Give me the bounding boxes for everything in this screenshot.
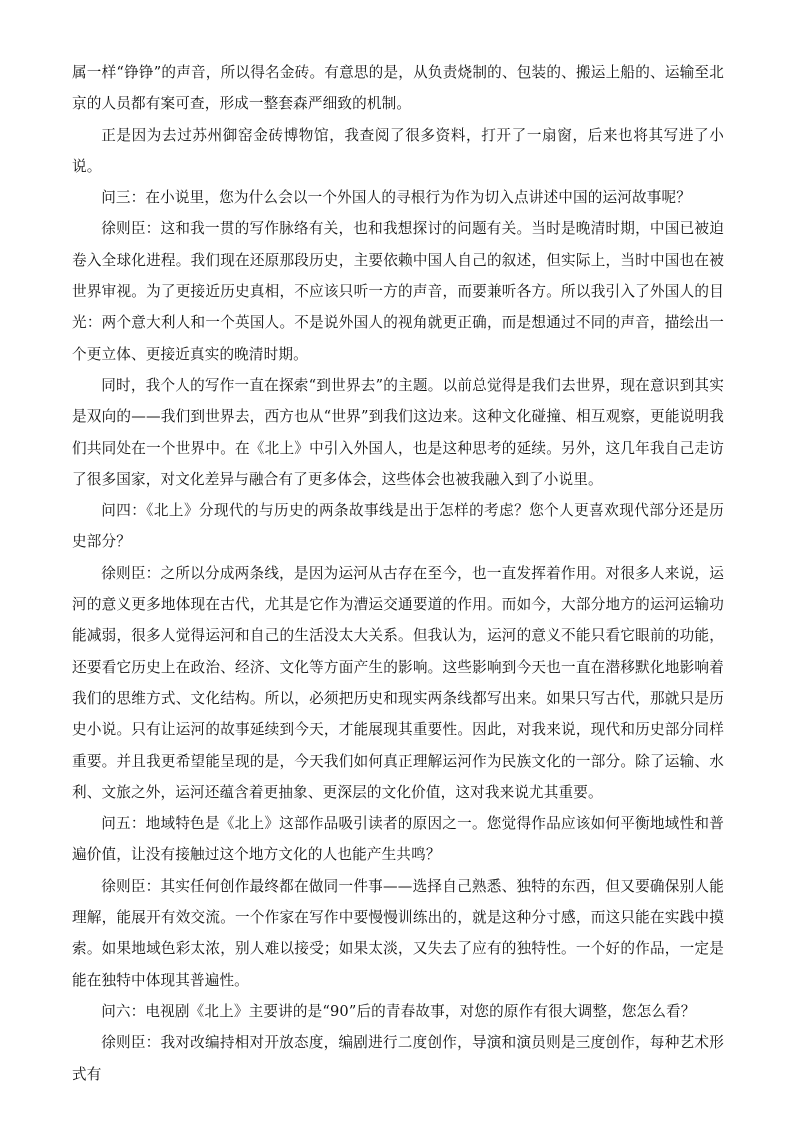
answer-5: 徐则臣：其实任何创作最终都在做同一件事——选择自己熟悉、独特的东西，但又要确保别人能理解，能展开有效交流。一个作家在写作中要慢慢训练出的，就是这种分寸感，而这只能在实践中摸索。如果地域色彩太浓，别人难以接受；如果太淡，又失去了应有的独特性。一个好的作品，一定是能在独特中体现其普遍性。 — [72, 877, 724, 989]
answer-3-part-2: 同时，我个人的写作一直在探索“到世界去”的主题。以前总觉得是我们去世界，现在意识到其实是双向的——我们到世界去，西方也从“世界”到我们这边来。这种文化碰撞、相互观察，更能说明我们共同处在一个世界中。在《北上》中引入外国人，也是这种思考的延续。另外，这几年我自己走访了很多国家，对文化差异与融合有了更多体会，这些体会也被我融入到了小说里。 — [72, 376, 724, 488]
paragraph-2: 正是因为去过苏州御窑金砖博物馆，我查阅了很多资料，打开了一扇窗，后来也将其写进了小说。 — [72, 126, 724, 175]
document-page — [72, 57, 724, 1090]
question-4: 问四：《北上》分现代的与历史的两条故事线是出于怎样的考虑？您个人更喜欢现代部分还是历史部分？ — [72, 502, 724, 551]
paragraph-1: 属一样“铮铮”的声音，所以得名金砖。有意思的是，从负责烧制的、包装的、搬运上船的、运输至北京的人员都有案可查，形成一整套森严细致的机制。 — [72, 64, 724, 113]
answer-6: 徐则臣：我对改编持相对开放态度，编剧进行二度创作，导演和演员则是三度创作，每种艺术形式有 — [72, 1034, 724, 1083]
answer-4: 徐则臣：之所以分成两条线，是因为运河从古存在至今，也一直发挥着作用。对很多人来说，运河的意义更多地体现在古代，尤其是它作为漕运交通要道的作用。而如今，大部分地方的运河运输功能减弱，很多人觉得运河和自己的生活没太大关系。但我认为，运河的意义不能只看它眼前的功能，还要看它历史上在政治、经济、文化等方面产生的影响。这些影响到今天也一直在潜移默化地影响着我们的思维方式、文化结构。所以，必须把历史和现实两条线都写出来。如果只写古代，那就只是历史小说。只有让运河的故事延续到今天，才能展现其重要性。因此，对我来说，现代和历史部分同样重要。并且我更希望能呈现的是，今天我们如何真正理解运河作为民族文化的一部分。除了运输、水利、文旅之外，运河还蕴含着更抽象、更深层的文化价值，这对我来说尤其重要。 — [72, 564, 724, 801]
question-3: 问三：在小说里，您为什么会以一个外国人的寻根行为作为切入点讲述中国的运河故事呢？ — [101, 189, 691, 207]
question-5: 问五：地域特色是《北上》这部作品吸引读者的原因之一。您觉得作品应该如何平衡地域性和普遍价值，让没有接触过这个地方文化的人也能产生共鸣？ — [72, 815, 724, 864]
answer-3-part-1: 徐则臣：这和我一贯的写作脉络有关，也和我想探讨的问题有关。当时是晚清时期，中国已被迫卷入全球化进程。我们现在还原那段历史，主要依赖中国人自己的叙述，但实际上，当时中国也在被世界审视。为了更接近历史真相，不应该只听一方的声音，而要兼听各方。所以我引入了外国人的目光：两个意大利人和一个英国人。不是说外国人的视角就更正确，而是想通过不同的声音，描绘出一个更立体、更接近真实的晚清时期。 — [72, 220, 724, 363]
question-6: 问六：电视剧《北上》主要讲的是“90”后的青春故事，对您的原作有很大调整，您怎么看？ — [101, 1002, 696, 1020]
